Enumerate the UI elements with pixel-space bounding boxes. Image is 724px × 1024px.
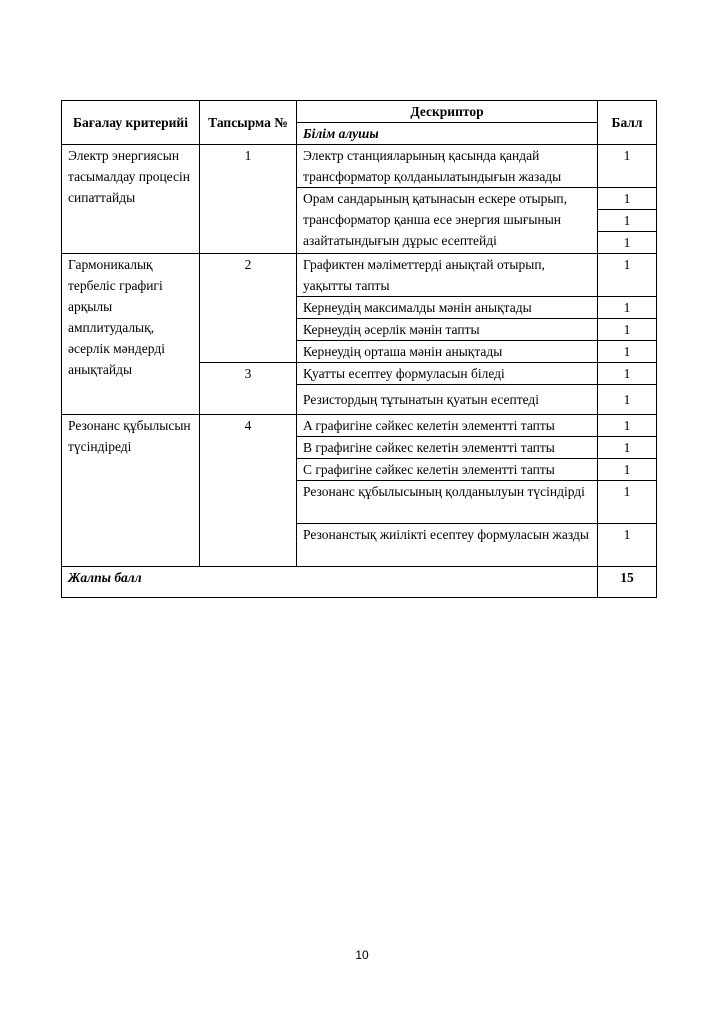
- descriptor-cell: Кернеудің максималды мәнін анықтады: [297, 297, 598, 319]
- page-number: 10: [355, 948, 369, 962]
- descriptor-cell: Кернеудің орташа мәнін анықтады: [297, 341, 598, 363]
- table-row: [62, 145, 657, 188]
- task-number-cell: 2: [200, 254, 297, 363]
- score-cell: 1: [598, 210, 657, 232]
- score-cell: 1: [598, 297, 657, 319]
- total-row: [62, 567, 657, 598]
- assessment-table: [61, 100, 657, 598]
- score-cell: 1: [598, 385, 657, 415]
- header-descriptor: Дескриптор: [297, 101, 598, 123]
- descriptor-cell: Графиктен мәліметтерді анықтай отырып, уақытты тапты: [297, 254, 598, 297]
- descriptor-cell: Қуатты есептеу формуласын біледі: [297, 363, 598, 385]
- score-cell: 1: [598, 188, 657, 210]
- score-cell: 1: [598, 481, 657, 524]
- descriptor-cell: Резонанстық жиілікті есептеу формуласын жазды: [297, 524, 598, 567]
- header-criterion: Бағалау критерийі: [62, 101, 200, 145]
- score-cell: 1: [598, 145, 657, 188]
- score-cell: 1: [598, 363, 657, 385]
- total-label: Жалпы балл: [62, 567, 598, 598]
- descriptor-cell: Кернеудің әсерлік мәнін тапты: [297, 319, 598, 341]
- criterion-cell: Электр энергиясын тасымалдау процесін сипаттайды: [62, 145, 200, 254]
- task-number-cell: 1: [200, 145, 297, 254]
- score-cell: 1: [598, 341, 657, 363]
- score-cell: 1: [598, 319, 657, 341]
- header-task: Тапсырма №: [200, 101, 297, 145]
- descriptor-cell: A графигіне сәйкес келетін элементті тапты: [297, 415, 598, 437]
- descriptor-cell: Электр станцияларының қасында қандай трансформатор қолданылатындығын жазады: [297, 145, 598, 188]
- descriptor-cell: Орам сандарының қатынасын ескере отырып, трансформатор қанша есе энергия шығынын азайтатындығын дұрыс есептейді: [297, 188, 598, 254]
- criterion-cell: Гармоникалық тербеліс графигі арқылы амплитудалық, әсерлік мәндерді анықтайды: [62, 254, 200, 415]
- task-number-cell: 4: [200, 415, 297, 567]
- table-row: [62, 415, 657, 437]
- criterion-cell: Резонанс құбылысын түсіндіреді: [62, 415, 200, 567]
- score-cell: 1: [598, 254, 657, 297]
- score-cell: 1: [598, 524, 657, 567]
- score-cell: 1: [598, 437, 657, 459]
- score-cell: 1: [598, 415, 657, 437]
- table-row: [62, 254, 657, 297]
- total-value: 15: [598, 567, 657, 598]
- header-row: [62, 101, 657, 123]
- descriptor-cell: Резистордың тұтынатын қуатын есептеді: [297, 385, 598, 415]
- descriptor-cell: B графигіне сәйкес келетін элементті тапты: [297, 437, 598, 459]
- descriptor-cell: Резонанс құбылысының қолданылуын түсіндірді: [297, 481, 598, 524]
- header-learner: Білім алушы: [297, 123, 598, 145]
- score-cell: 1: [598, 232, 657, 254]
- header-score: Балл: [598, 101, 657, 145]
- descriptor-cell: C графигіне сәйкес келетін элементті тапты: [297, 459, 598, 481]
- task-number-cell: 3: [200, 363, 297, 415]
- score-cell: 1: [598, 459, 657, 481]
